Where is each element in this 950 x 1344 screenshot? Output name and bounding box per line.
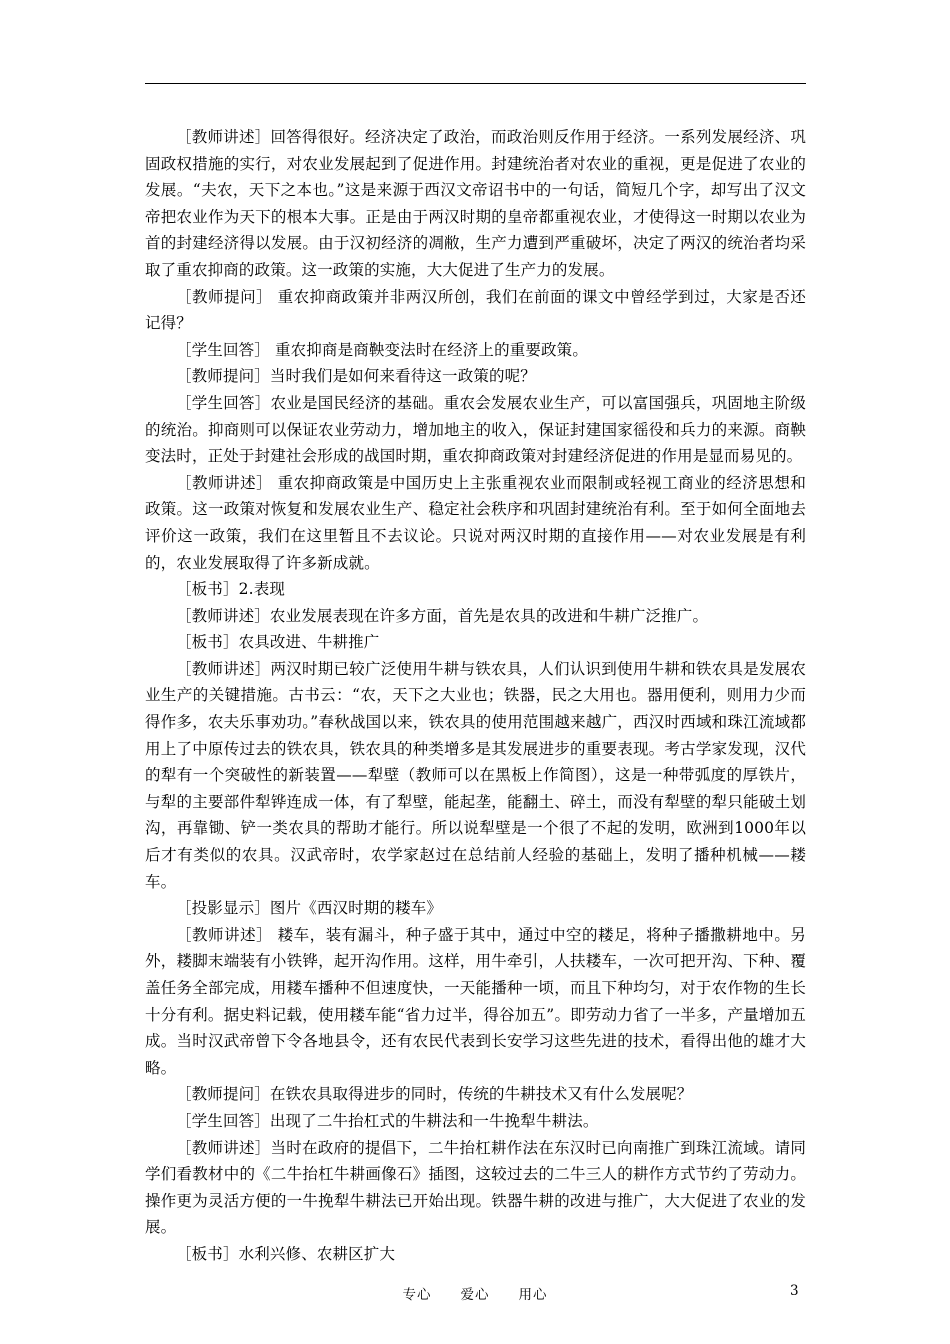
- paragraph: ［学生回答］ 重农抑商是商鞅变法时在经济上的重要政策。: [176, 340, 588, 359]
- paragraph: ［板书］农具改进、牛耕推广: [176, 633, 380, 652]
- paragraph: ［投影显示］图片《西汉时期的耧车》: [176, 899, 443, 918]
- document-body: [145, 124, 806, 1268]
- paragraph: ［板书］2.表现: [176, 580, 285, 599]
- footer-text: 专心 爱心 用心: [402, 1287, 548, 1303]
- paragraph: ［教师提问］ 重农抑商政策并非两汉所创，我们在前面的课文中曾经学到过，大家是否还记得？: [145, 287, 806, 333]
- header-rule: [145, 83, 806, 84]
- paragraph: ［教师提问］当时我们是如何来看待这一政策的呢？: [176, 367, 536, 386]
- paragraph: ［学生回答］农业是国民经济的基础。重农会发展农业生产，可以富国强兵，巩固地主阶级的统治。抑商则可以保证农业劳动力，增加地主的收入，保证封建国家徭役和兵力的来源。商鞅变法时，正处于封建社会形成的战国时期，重农抑商政策对封建经济促进的作用是显而易见的。: [145, 393, 806, 466]
- paragraph: ［教师讲述］ 重农抑商政策是中国历史上主张重视农业而限制或轻视工商业的经济思想和政策。这一政策对恢复和发展农业生产、稳定社会秩序和巩固封建统治有利。至于如何全面地去评价这一政策，我们在这里暂且不去议论。只说对两汉时期的直接作用——对农业发展是有利的，农业发展取得了许多新成就。: [145, 473, 806, 572]
- paragraph: ［学生回答］出现了二牛抬杠式的牛耕法和一牛挽犁牛耕法。: [176, 1111, 599, 1130]
- paragraph: ［教师讲述］两汉时期已较广泛使用牛耕与铁农具，人们认识到使用牛耕和铁农具是发展农业生产的关键措施。古书云：“农，天下之大业也；铁器，民之大用也。器用便利，则用力少而得作多，农夫乐事劝功。”春秋战国以来，铁农具的使用范围越来越广，西汉时西域和珠江流域都用上了中原传过去的铁农具，铁农具的种类增多是其发展进步的重要表现。考古学家发现，汉代的犁有一个突破性的新装置——犁壁（教师可以在黑板上作简图），这是一种带弧度的厚铁片，与犁的主要部件犁铧连成一体，有了犁壁，能起垄，能翻土、碎土，而没有犁壁的犁只能破土划沟，再靠锄、铲一类农具的帮助才能行。所以说犁壁是一个很了不起的发明，欧洲到1000年以后才有类似的农具。汉武帝时，农学家赵过在总结前人经验的基础上，发明了播种机械——耧车。: [145, 659, 806, 891]
- paragraph: ［教师讲述］农业发展表现在许多方面，首先是农具的改进和牛耕广泛推广。: [176, 606, 709, 625]
- paragraph: ［板书］水利兴修、农耕区扩大: [176, 1244, 396, 1263]
- paragraph: ［教师提问］在铁农具取得进步的同时，传统的牛耕技术又有什么发展呢？: [176, 1085, 693, 1104]
- paragraph: ［教师讲述］当时在政府的提倡下，二牛抬杠耕作法在东汉时已向南推广到珠江流域。请同学们看教材中的《二牛抬杠牛耕画像石》插图，这较过去的二牛三人的耕作方式节约了劳动力。操作更为灵活方便的一牛挽犁牛耕法已开始出现。铁器牛耕的改进与推广，大大促进了农业的发展。: [145, 1138, 806, 1237]
- paragraph: ［教师讲述］ 耧车，装有漏斗，种子盛于其中，通过中空的耧足，将种子播撒耕地中。另外，耧脚末端装有小铁铧，起开沟作用。这样，用牛牵引，人扶耧车，一次可把开沟、下种、覆盖任务全部完成，用耧车播种不但速度快，一天能播种一顷，而且下种均匀，对于农作物的生长十分有利。据史料记载，使用耧车能“省力过半，得谷加五”。即劳动力省了一半多，产量增加五成。当时汉武帝曾下令各地县令，还有农民代表到长安学习这些先进的技术，看得出他的雄才大略。: [145, 925, 806, 1077]
- paragraph: ［教师讲述］回答得很好。经济决定了政治，而政治则反作用于经济。一系列发展经济、巩固政权措施的实行，对农业发展起到了促进作用。封建统治者对农业的重视，更是促进了农业的发展。“夫农，天下之本也。”这是来源于西汉文帝诏书中的一句话，简短几个字，却写出了汉文帝把农业作为天下的根本大事。正是由于两汉时期的皇帝都重视农业，才使得这一时期以农业为首的封建经济得以发展。由于汉初经济的凋敝，生产力遭到严重破坏，决定了两汉的统治者均采取了重农抑商的政策。这一政策的实施，大大促进了生产力的发展。: [145, 128, 806, 279]
- page-number: 3: [790, 1283, 799, 1299]
